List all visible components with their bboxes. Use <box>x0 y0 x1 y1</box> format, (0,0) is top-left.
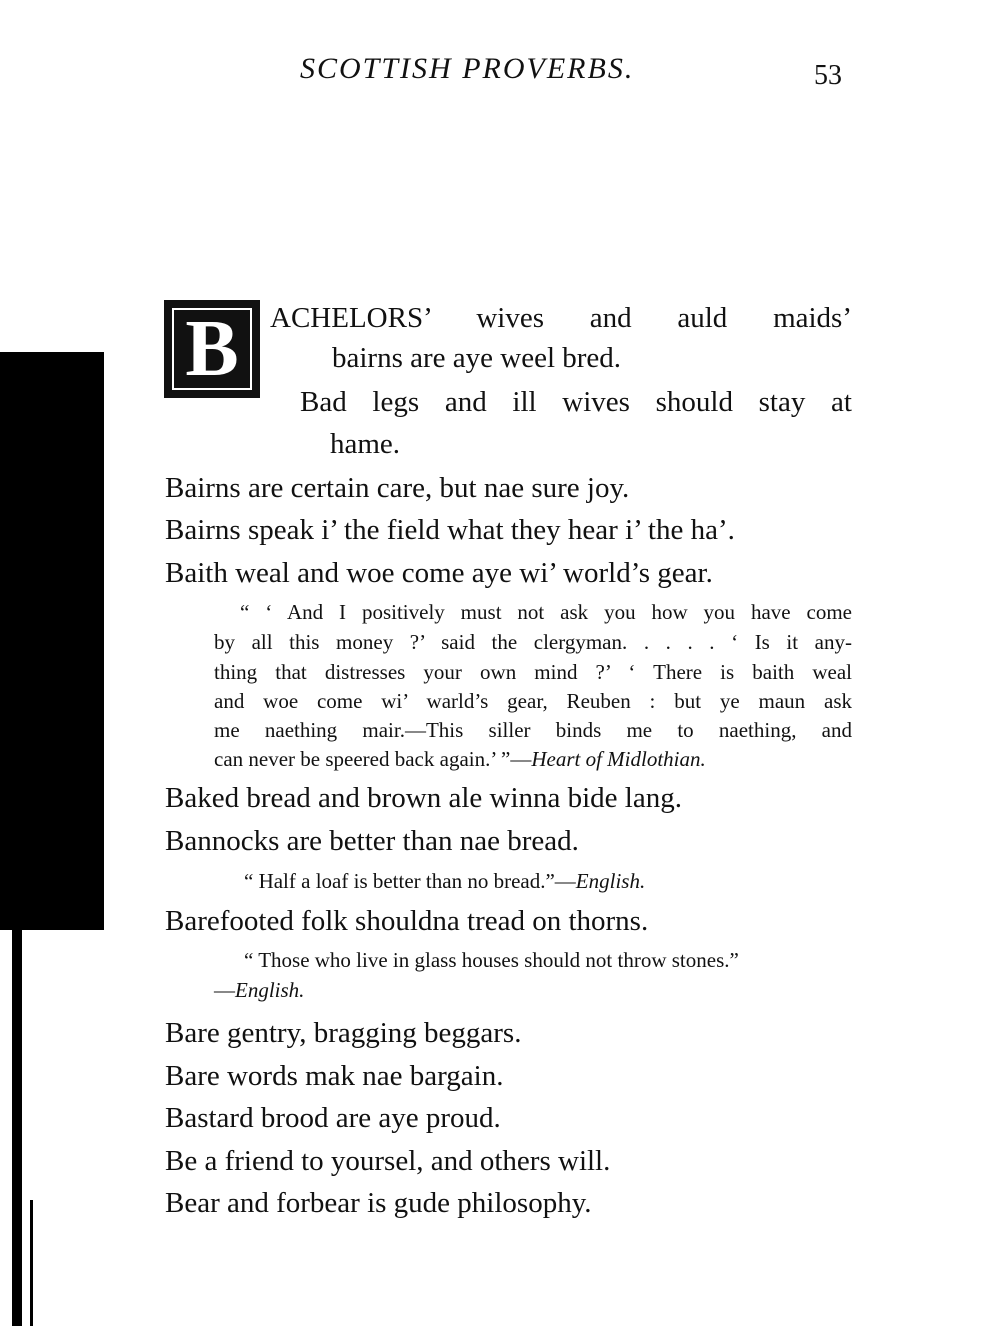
quote-line <box>214 747 706 772</box>
proverb-line: Bastard brood are aye proud. <box>165 1102 501 1134</box>
proverb-line: ACHELORS’ wives and auld maids’ <box>270 302 852 334</box>
quote-line <box>244 869 645 894</box>
quote-source: Heart of Midlothian. <box>531 747 706 771</box>
quote-text: can never be speered back again.’ ”— <box>214 747 532 771</box>
proverb-line: Bad legs and ill wives should stay at <box>300 386 852 418</box>
proverb-line: Bairns speak i’ the field what they hear i’ the ha’. <box>165 514 735 546</box>
proverb-line: hame. <box>330 428 401 460</box>
quote-dash: — <box>214 978 235 1002</box>
drop-cap-letter: B <box>185 305 239 393</box>
proverb-line: Baked bread and brown ale winna bide lang. <box>165 782 682 814</box>
proverb-line: Bannocks are better than nae bread. <box>165 825 579 857</box>
scan-margin-line <box>12 930 22 1326</box>
proverb-line: Be a friend to yoursel, and others will. <box>165 1145 611 1177</box>
scan-margin-line-thin <box>30 1200 33 1326</box>
quote-line: “ Those who live in glass houses should not throw stones.” <box>244 948 739 972</box>
page-number: 53 <box>814 60 842 91</box>
quote-line <box>214 978 304 1003</box>
proverb-line: Bare gentry, bragging beggars. <box>165 1017 522 1049</box>
quote-line: “ ‘ And I positively must not ask you how you have come <box>240 600 852 624</box>
proverb-line: Bear and forbear is gude philosophy. <box>165 1187 592 1219</box>
quote-source: English. <box>235 978 305 1002</box>
proverb-line: Bare words mak nae bargain. <box>165 1060 504 1092</box>
quote-line: thing that distresses your own mind ?’ ‘ There is baith weal <box>214 660 852 684</box>
quote-line: me naething mair.—This siller binds me to naething, and <box>214 718 852 742</box>
quote-line: by all this money ?’ said the clergyman. . . . . ‘ Is it any- <box>214 630 852 654</box>
quote-line: and woe come wi’ warld’s gear, Reuben : but ye maun ask <box>214 689 852 713</box>
running-head: SCOTTISH PROVERBS. <box>300 52 635 85</box>
proverb-line: Baith weal and woe come aye wi’ world’s gear. <box>165 557 713 589</box>
proverb-line: Barefooted folk shouldna tread on thorns. <box>165 905 649 937</box>
quote-source: English. <box>575 869 646 893</box>
proverb-line: bairns are aye weel bred. <box>332 342 622 374</box>
proverb-line: Bairns are certain care, but nae sure joy. <box>165 472 630 504</box>
scan-margin-shadow <box>0 352 104 930</box>
drop-cap <box>164 300 260 398</box>
quote-text: “ Half a loaf is better than no bread.”— <box>244 869 576 893</box>
